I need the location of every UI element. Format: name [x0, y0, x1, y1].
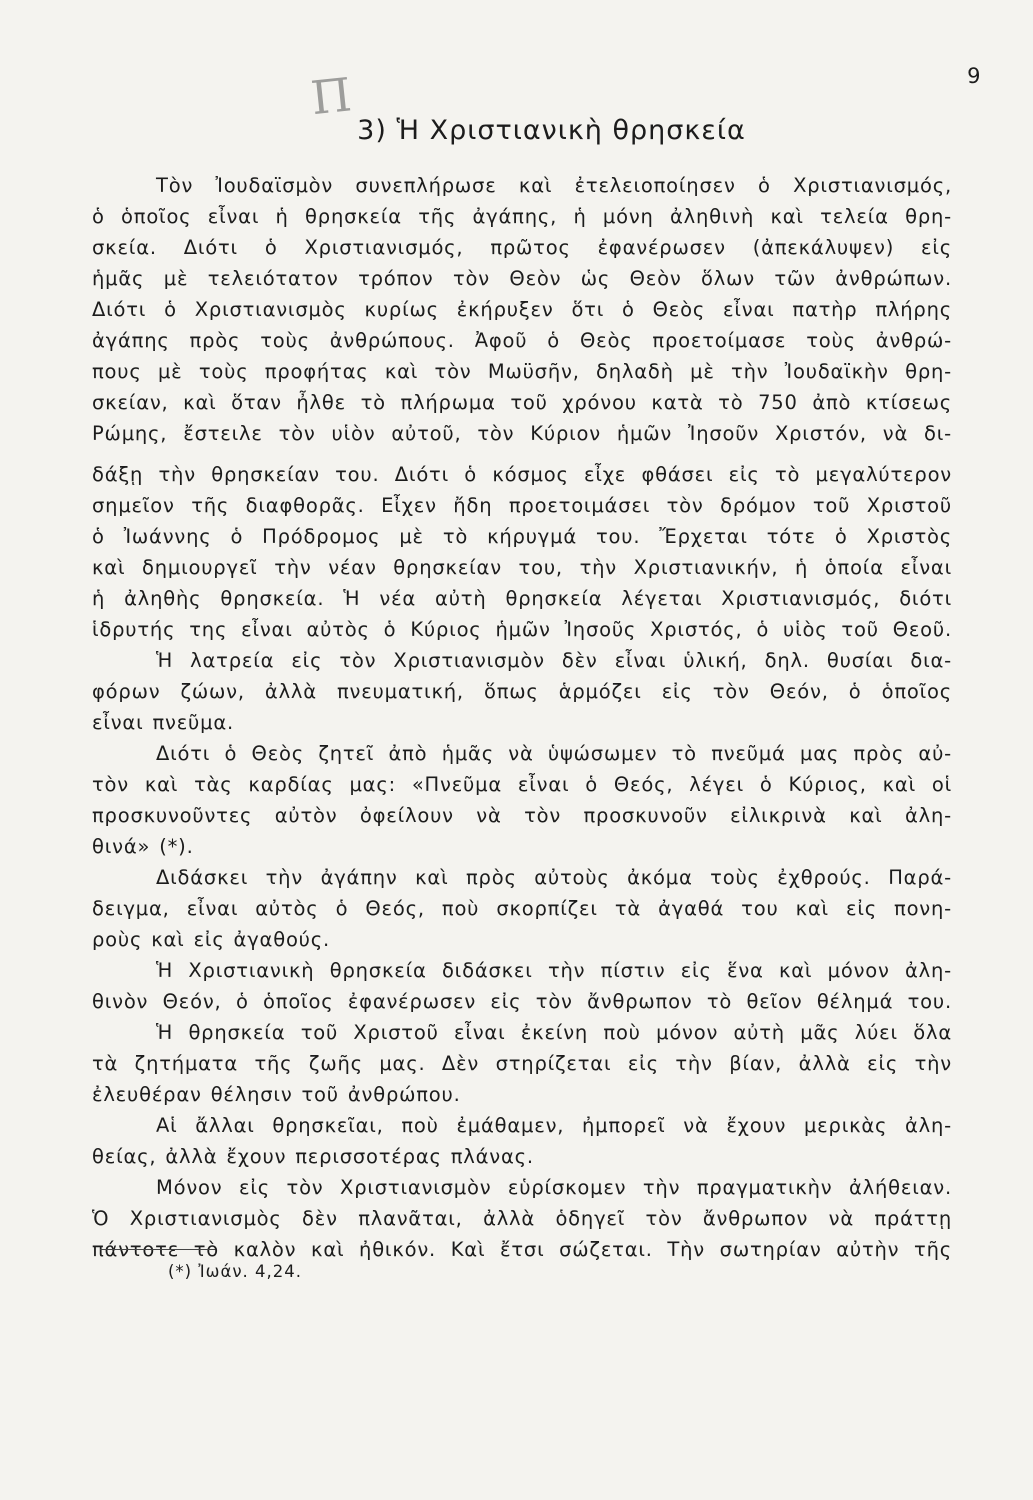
- text-line: Ὁ Χριστιανισμὸς δὲν πλανᾶται, ἀλλὰ ὁδηγεῖ τὸν ἄνθρωπον νὰ πράττῃ: [92, 1207, 952, 1230]
- text-line: πάντοτε τὸ καλὸν καὶ ἠθικόν. Καὶ ἔτσι σώζεται. Τὴν σωτηρίαν αὐτὴν τῆς: [92, 1238, 952, 1261]
- text-line: ἡμᾶς μὲ τελειότατον τρόπον τὸν Θεὸν ὡς Θεὸν ὅλων τῶν ἀνθρώπων.: [92, 267, 952, 290]
- footnote-divider: [100, 1249, 215, 1250]
- body-text: [92, 170, 952, 1265]
- text-line: ὁ Ἰωάννης ὁ Πρόδρομος μὲ τὸ κήρυγμά του. Ἔρχεται τότε ὁ Χριστὸς: [92, 525, 952, 548]
- text-line: εἶναι πνεῦμα.: [92, 711, 234, 734]
- text-line: ἱδρυτής της εἶναι αὐτὸς ὁ Κύριος ἡμῶν Ἰησοῦς Χριστός, ὁ υἱὸς τοῦ Θεοῦ.: [92, 618, 952, 641]
- text-line: Ἡ Χριστιανικὴ θρησκεία διδάσκει τὴν πίστιν εἰς ἕνα καὶ μόνον ἀλη-: [156, 959, 952, 982]
- text-line: πους μὲ τοὺς προφήτας καὶ τὸν Μωϋσῆν, δηλαδὴ μὲ τὴν Ἰουδαϊκὴν θρη-: [92, 360, 952, 383]
- text-line: ροὺς καὶ εἰς ἀγαθούς.: [92, 928, 330, 951]
- text-line: Μόνον εἰς τὸν Χριστιανισμὸν εὑρίσκομεν τὴν πραγματικὴν ἀλήθειαν.: [156, 1176, 952, 1199]
- text-line: δάξῃ τὴν θρησκείαν του. Διότι ὁ κόσμος εἶχε φθάσει εἰς τὸ μεγαλύτερον: [92, 463, 952, 486]
- svg-text:Π: Π: [308, 67, 354, 126]
- text-line: δειγμα, εἶναι αὐτὸς ὁ Θεός, ποὺ σκορπίζει τὰ ἀγαθά του καὶ εἰς πονη-: [92, 897, 952, 920]
- text-line: Διδάσκει τὴν ἀγάπην καὶ πρὸς αὐτοὺς ἀκόμα τοὺς ἐχθρούς. Παρά-: [156, 866, 952, 889]
- text-line: ὁ ὁποῖος εἶναι ἡ θρησκεία τῆς ἀγάπης, ἡ μόνη ἀληθινὴ καὶ τελεία θρη-: [92, 205, 952, 228]
- text-line: ἡ ἀληθὴς θρησκεία. Ἡ νέα αὐτὴ θρησκεία λέγεται Χριστιανισμός, διότι: [92, 587, 952, 610]
- text-line: Διότι ὁ Θεὸς ζητεῖ ἀπὸ ἡμᾶς νὰ ὑψώσωμεν τὸ πνεῦμά μας πρὸς αὐ-: [156, 742, 952, 765]
- text-line: θείας, ἀλλὰ ἔχουν περισσοτέρας πλάνας.: [92, 1145, 534, 1168]
- text-line: θινὸν Θεόν, ὁ ὁποῖος ἐφανέρωσεν εἰς τὸν ἄνθρωπον τὸ θεῖον θέλημά του.: [92, 990, 952, 1013]
- text-line: σκεία. Διότι ὁ Χριστιανισμός, πρῶτος ἐφανέρωσεν (ἀπεκάλυψεν) εἰς: [92, 236, 952, 259]
- section-title: 3) Ἡ Χριστιανικὴ θρησκεία: [357, 115, 746, 146]
- text-line: Ρώμης, ἔστειλε τὸν υἱὸν αὐτοῦ, τὸν Κύριον ἡμῶν Ἰησοῦν Χριστόν, νὰ δι-: [92, 422, 952, 445]
- text-line: προσκυνοῦντες αὐτὸν ὀφείλουν νὰ τὸν προσκυνοῦν εἰλικρινὰ καὶ ἀλη-: [92, 804, 952, 827]
- text-line: Τὸν Ἰουδαϊσμὸν συνεπλήρωσε καὶ ἐτελειοποίησεν ὁ Χριστιανισμός,: [156, 174, 952, 197]
- text-line: σημεῖον τῆς διαφθορᾶς. Εἶχεν ἤδη προετοιμάσει τὸν δρόμον τοῦ Χριστοῦ: [92, 494, 952, 517]
- footnote: (*) Ἰωάν. 4,24.: [168, 1262, 303, 1281]
- text-line: ἀγάπης πρὸς τοὺς ἀνθρώπους. Ἀφοῦ ὁ Θεὸς προετοίμασε τοὺς ἀνθρώ-: [92, 329, 952, 352]
- text-line: σκείαν, καὶ ὅταν ἦλθε τὸ πλήρωμα τοῦ χρόνου κατὰ τὸ 750 ἀπὸ κτίσεως: [92, 391, 952, 414]
- text-line: τὰ ζητήματα τῆς ζωῆς μας. Δὲν στηρίζεται εἰς τὴν βίαν, ἀλλὰ εἰς τὴν: [92, 1052, 952, 1075]
- text-line: Ἡ θρησκεία τοῦ Χριστοῦ εἶναι ἐκείνη ποὺ μόνον αὐτὴ μᾶς λύει ὅλα: [156, 1021, 952, 1044]
- text-line: καὶ δημιουργεῖ τὴν νέαν θρησκείαν του, τὴν Χριστιανικήν, ἡ ὁποία εἶναι: [92, 556, 952, 579]
- text-line: θινά» (*).: [92, 835, 194, 858]
- text-line: ἐλευθέραν θέλησιν τοῦ ἀνθρώπου.: [92, 1083, 461, 1106]
- text-line: τὸν καὶ τὰς καρδίας μας: «Πνεῦμα εἶναι ὁ Θεός, λέγει ὁ Κύριος, καὶ οἱ: [92, 773, 952, 796]
- text-line: Διότι ὁ Χριστιανισμὸς κυρίως ἐκήρυξεν ὅτι ὁ Θεὸς εἶναι πατὴρ πλήρης: [92, 298, 952, 321]
- text-line: Ἡ λατρεία εἰς τὸν Χριστιανισμὸν δὲν εἶναι ὑλική, δηλ. θυσίαι δια-: [156, 649, 952, 672]
- page-number: 9: [967, 64, 981, 88]
- text-line: Αἱ ἄλλαι θρησκεῖαι, ποὺ ἐμάθαμεν, ἠμπορεῖ νὰ ἔχουν μερικὰς ἀλη-: [156, 1114, 952, 1137]
- text-line: φόρων ζώων, ἀλλὰ πνευματική, ὅπως ἁρμόζει εἰς τὸν Θεόν, ὁ ὁποῖος: [92, 680, 952, 703]
